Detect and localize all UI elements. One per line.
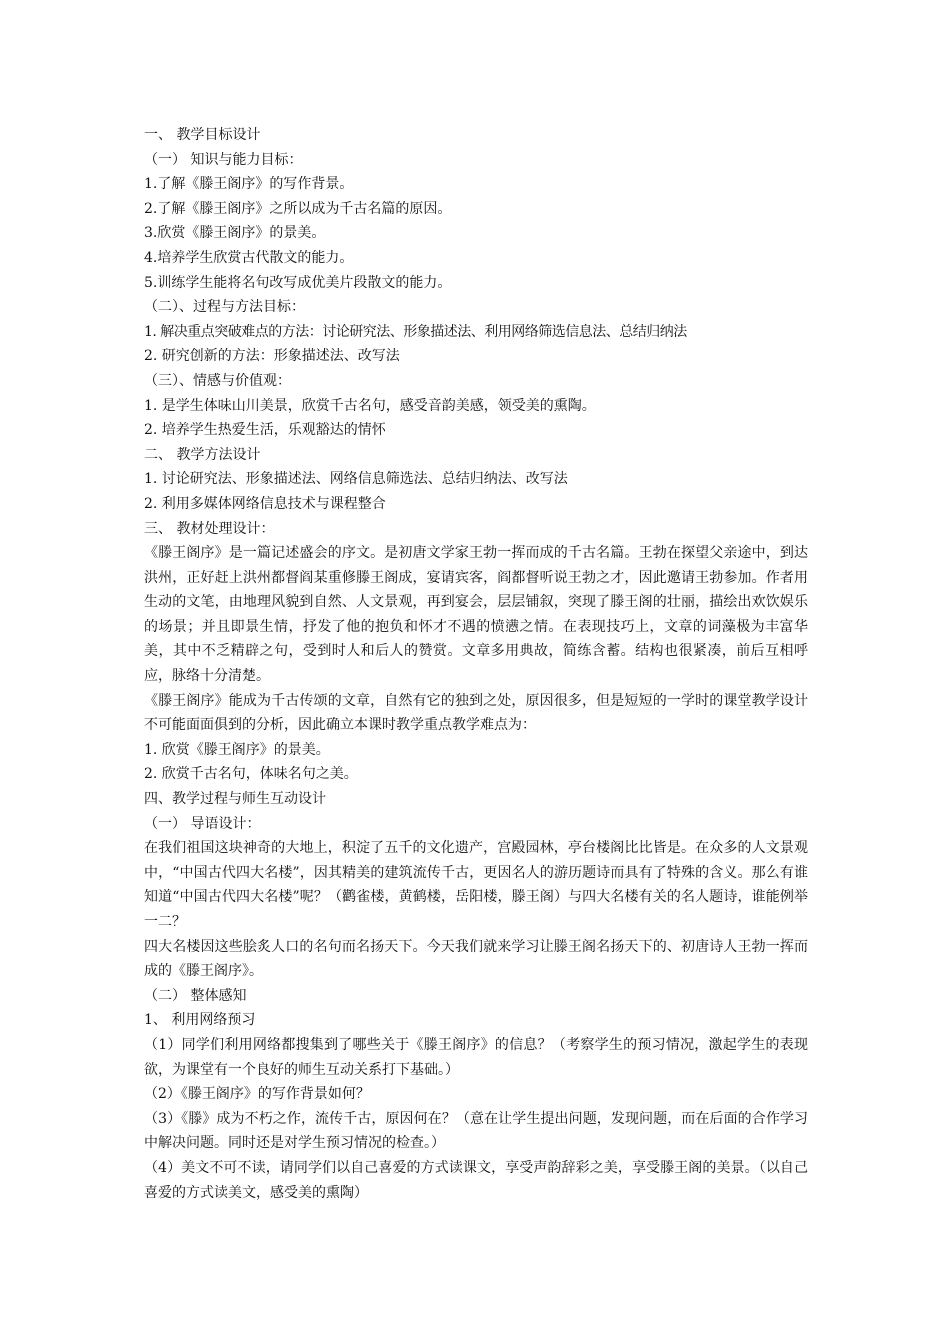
subsection-heading: （一） 导语设计：: [144, 815, 261, 832]
list-item: 1. 解决重点突破难点的方法：讨论研究法、形象描述法、利用网络筛选信息法、总结归纳法: [144, 323, 687, 340]
list-item: 2. 欣赏千古名句，体味名句之美。: [144, 766, 358, 783]
list-item: 4.培养学生欣赏古代散文的能力。: [144, 249, 354, 266]
paragraph-material-intro: 《滕王阁序》是一篇记述盛会的序文。是初唐文学家王勃一挥而成的千古名篇。王勃在探望父亲途中，到达洪州，正好赶上洪州都督阎某重修滕王阁成，宴请宾客，阎都督听说王勃之才，因此邀请王勃参加。作者用生动的文笔，由地理风貌到自然、人文景观，再到宴会，层层铺叙，突现了滕王阁的壮丽，描绘出欢饮娱乐的场景；并且即景生情，抒发了他的抱负和怀才不遇的愤懑之情。在表现技巧上，文章的词藻极为丰富华美，其中不乏精辟之句，受到时人和后人的赞赏。文章多用典故，简练含蓄。结构也很紧凑，前后互相呼应，脉络十分清楚。: [144, 545, 808, 685]
list-item: 2. 利用多媒体网络信息技术与课程整合: [144, 495, 386, 512]
section-heading-4: 四、教学过程与师生互动设计: [144, 791, 326, 808]
section-heading-1: 一、 教学目标设计: [144, 127, 261, 143]
paragraph-lead-in: 在我们祖国这块神奇的大地上，积淀了五千的文化遗产，宫殿园林，亭台楼阁比比皆是。在众多的人文景观中，“中国古代四大名楼”，因其精美的建筑流传千古，更因名人的游历题诗而具有了特殊的含义。那么有谁知道“中国古代四大名楼”呢？（鹳雀楼，黄鹤楼，岳阳楼，滕王阁）与四大名楼有关的名人题诗，谁能例举一二？: [144, 840, 808, 930]
list-item: 2. 培养学生热爱生活，乐观豁达的情怀: [144, 422, 386, 439]
section-heading-3: 三、 教材处理设计：: [144, 520, 275, 537]
paragraph-question-2: （2）《滕王阁序》的写作背景如何？: [144, 1086, 370, 1103]
paragraph-question-3: （3）《滕》成为不朽之作，流传千古，原因何在？（意在让学生提出问题，发现问题，而在后面的合作学习中解决问题。同时还是对学生预习情况的检查。）: [144, 1110, 808, 1152]
list-item: 2.了解《滕王阁序》之所以成为千古名篇的原因。: [144, 200, 452, 217]
subsection-heading: （一） 知识与能力目标：: [144, 151, 303, 168]
paragraph-question-4: （4）美文不可不读，请同学们以自己喜爱的方式读课文，享受声韵辞彩之美，享受滕王阁的美景。（以自己喜爱的方式读美文，感受美的熏陶）: [144, 1159, 808, 1201]
list-item: 5.训练学生能将名句改写成优美片段散文的能力。: [144, 274, 452, 291]
subsection-heading: （三）、情感与价值观：: [144, 372, 291, 389]
paragraph-four-towers: 四大名楼因这些脍炙人口的名句而名扬天下。今天我们就来学习让滕王阁名扬天下的、初唐诗人王勃一挥而成的《滕王阁序》。: [144, 938, 808, 980]
list-item: 1. 是学生体味山川美景，欣赏千古名句，感受音韵美感，领受美的熏陶。: [144, 397, 596, 414]
section-heading-2: 二、 教学方法设计: [144, 446, 261, 463]
subsection-heading: （二）、过程与方法目标：: [144, 299, 305, 316]
list-item: 1. 欣赏《滕王阁序》的景美。: [144, 741, 330, 758]
document-body: [144, 123, 808, 1205]
paragraph-question-1: （1）同学们利用网络都搜集到了哪些关于《滕王阁序》的信息？（考察学生的预习情况，激起学生的表现欲，为课堂有一个良好的师生互动关系打下基础。）: [144, 1036, 808, 1078]
list-item: 1. 讨论研究法、形象描述法、网络信息筛选法、总结归纳法、改写法: [144, 471, 568, 488]
list-item: 1.了解《滕王阁序》的写作背景。: [144, 176, 354, 193]
list-item: 1、 利用网络预习: [144, 1012, 256, 1029]
paragraph-key-points: 《滕王阁序》能成为千古传颂的文章，自然有它的独到之处，原因很多，但是短短的一学时的课堂教学设计不可能面面俱到的分析，因此确立本课时教学重点教学难点为：: [144, 692, 808, 734]
list-item: 3.欣赏《滕王阁序》的景美。: [144, 225, 326, 242]
list-item: 2. 研究创新的方法：形象描述法、改写法: [144, 348, 400, 365]
subsection-heading: （二） 整体感知: [144, 987, 247, 1004]
